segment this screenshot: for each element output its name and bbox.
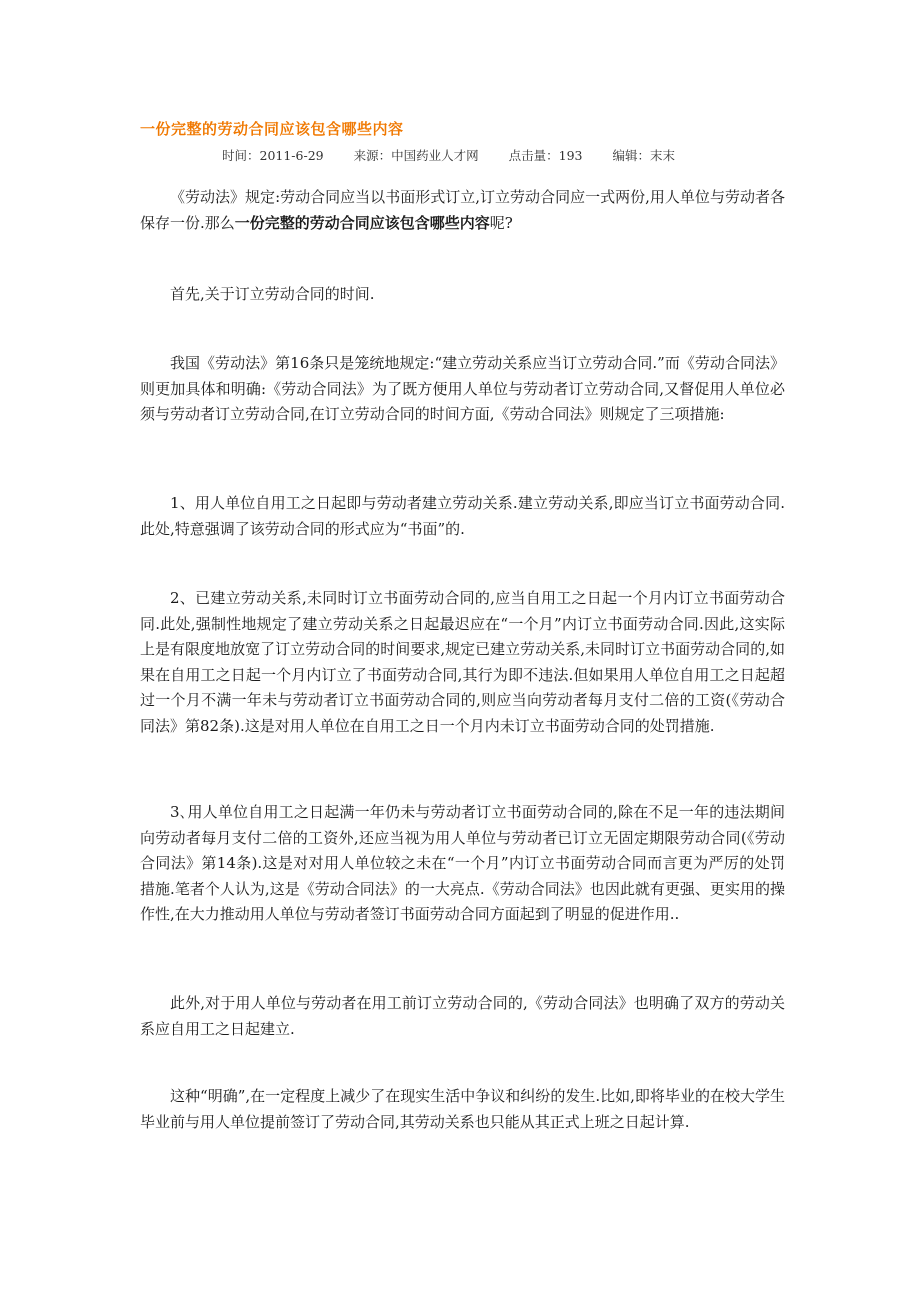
paragraph-measure-2: 2、已建立劳动关系,未同时订立书面劳动合同的,应当自用工之日起一个月内订立书面劳动合同.此处,强制性地规定了建立劳动关系之日起最迟应在“一个月”内订立书面劳动合同.因此,这实际上是有限度地放宽了订立劳动合同的时间要求,规定已建立劳动关系,未同时订立书面劳动合同的,如果在自用工之日起一个月内订立了书面劳动合同,其行为即不违法.但如果用人单位自用工之日起超过一个月不满一年未与劳动者订立书面劳动合同的,则应当向劳动者每月支付二倍的工资(《劳动合同法》第82条).这是对用人单位在自用工之日一个月内未订立书面劳动合同的处罚措施.	[140, 589, 785, 735]
article-title: 一份完整的劳动合同应该包含哪些内容	[140, 120, 404, 138]
paragraph-first: 首先,关于订立劳动合同的时间.	[170, 285, 375, 303]
paragraph-clarification: 这种“明确”,在一定程度上减少了在现实生活中争议和纠纷的发生.比如,即将毕业的在校大学生毕业前与用人单位提前签订了劳动合同,其劳动关系也只能从其正式上班之日起计算.	[140, 1087, 785, 1131]
intro-text-after: 呢?	[489, 213, 513, 232]
paragraph-measure-3: 3､用人单位自用工之日起满一年仍未与劳动者订立书面劳动合同的,除在不足一年的违法期间向劳动者每月支付二倍的工资外,还应当视为用人单位与劳动者已订立无固定期限劳动合同(《劳动合同法》第14条).这是对对用人单位较之未在“一个月”内订立书面劳动合同而言更为严厉的处罚措施.笔者个人认为,这是《劳动合同法》的一大亮点.《劳动合同法》也因此就有更强、更实用的操作性,在大力推动用人单位与劳动者签订书面劳动合同方面起到了明显的促进作用..	[140, 803, 785, 923]
meta-editor: 编辑：末末	[612, 148, 676, 163]
meta-time: 时间：2011-6-29	[222, 148, 324, 163]
intro-bold-title: 一份完整的劳动合同应该包含哪些内容	[234, 213, 490, 232]
paragraph-measure-1: 1、用人单位自用工之日起即与劳动者建立劳动关系.建立劳动关系,即应当订立书面劳动合同.此处,特意强调了该劳动合同的形式应为“书面”的.	[140, 494, 785, 538]
meta-source: 来源：中国药业人才网	[353, 148, 479, 163]
intro-paragraph	[140, 185, 785, 236]
meta-clicks: 点击量：193	[508, 148, 583, 163]
paragraph-law-overview: 我国《劳动法》第16条只是笼统地规定:“建立劳动关系应当订立劳动合同.”而《劳动合同法》则更加具体和明确:《劳动合同法》为了既方便用人单位与劳动者订立劳动合同,又督促用人单位必须与劳动者订立劳动合同,在订立劳动合同的时间方面,《劳动合同法》则规定了三项措施:	[140, 354, 785, 423]
paragraph-besides: 此外,对于用人单位与劳动者在用工前订立劳动合同的,《劳动合同法》也明确了双方的劳动关系应自用工之日起建立.	[140, 994, 785, 1038]
intro-text-before: 《劳动法》规定:劳动合同应当以书面形式订立,订立劳动合同应一式两份,用人单位与劳动者各保存一份.那么	[140, 188, 785, 232]
article-meta	[222, 146, 675, 164]
